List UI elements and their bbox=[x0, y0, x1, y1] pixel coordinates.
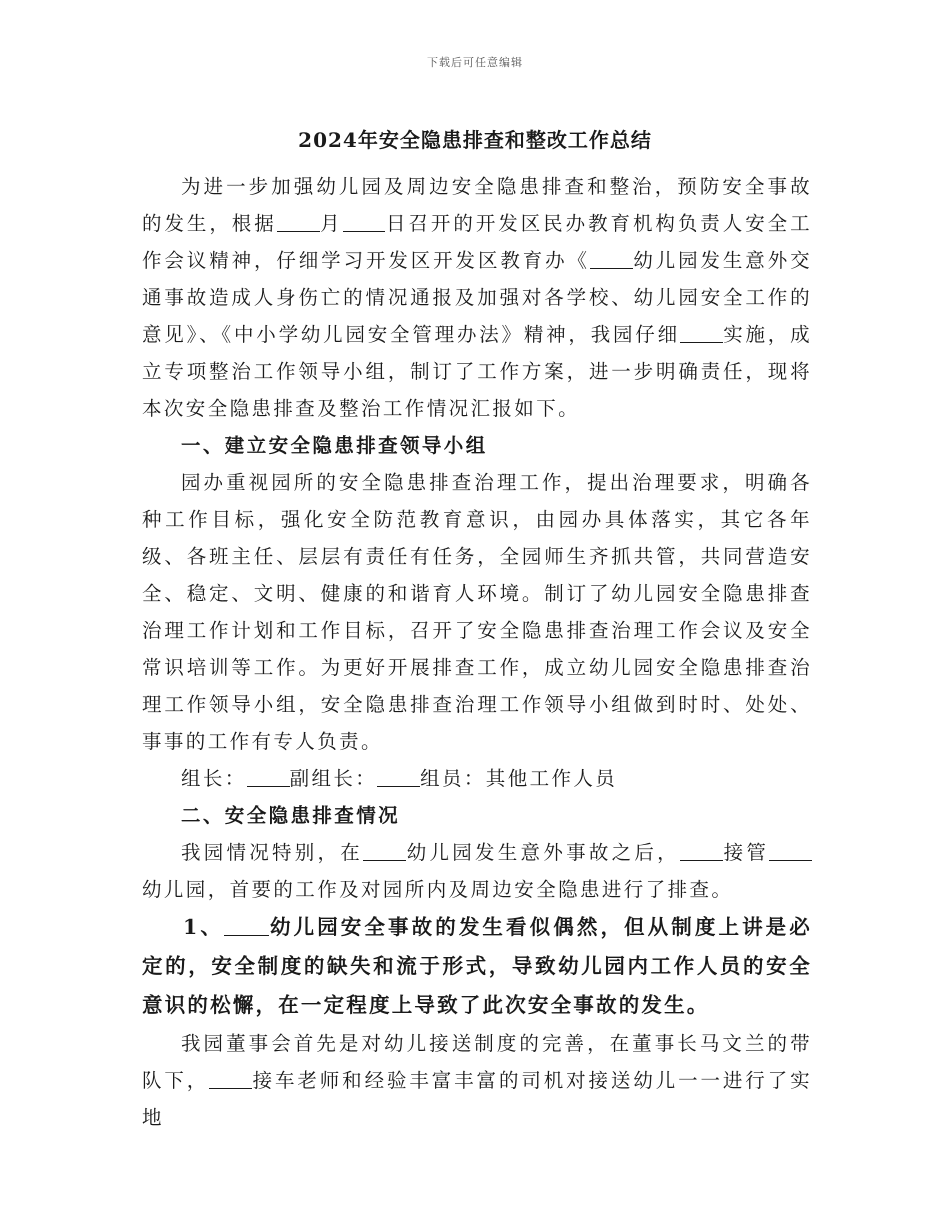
paragraph-text: 我园董事会首先是对幼儿接送制度的完善，在董事长马文兰的带队下， bbox=[142, 1032, 812, 1092]
fill-in-blank bbox=[769, 841, 812, 862]
paragraph-text: 幼儿园发生意外事故之后， bbox=[405, 841, 680, 864]
paragraph-text: 1、 bbox=[183, 915, 224, 939]
paragraph-text: 日召开的开发区民办教育机构负责人安全工作会议精神，仔细学习开发区开发区教育办《 bbox=[142, 212, 812, 272]
fill-in-blank bbox=[680, 323, 723, 344]
paragraph-text: 我园情况特别，在 bbox=[181, 841, 364, 864]
paragraph bbox=[142, 834, 812, 908]
paragraph bbox=[142, 1025, 812, 1136]
fill-in-blank bbox=[209, 1069, 252, 1090]
paragraph-text: 园办重视园所的安全隐患排查治理工作，提出治理要求，明确各种工作目标，强化安全防范教育意识，由园办具体落实，其它各年级、各班主任、层层有责任有任务，全园师生齐抓共管，共同营造安全、稳定、文明、健康的和谐育人环境。制订了幼儿园安全隐患排查治理工作计划和工作目标，召开了安全隐患排查治理工作会议及安全常识培训等工作。为更好开展排查工作，成立幼儿园安全隐患排查治理工作领导小组，安全隐患排查治理工作领导小组做到时时、处处、事事的工作有专人负责。 bbox=[142, 471, 812, 753]
paragraph-text: 幼儿园，首要的工作及对园所内及周边安全隐患进行了排查。 bbox=[142, 878, 734, 901]
paragraph-text: 幼儿园发生意外交通事故造成人身伤亡的情况通报及加强对各学校、幼儿园安全工作的意见》、《中小学幼儿园安全管理办法》精神，我园仔细 bbox=[142, 249, 812, 346]
paragraph bbox=[142, 464, 812, 760]
document-body bbox=[142, 168, 812, 1136]
paragraph-text: 二、安全隐患排查情况 bbox=[181, 804, 401, 827]
section-heading bbox=[142, 427, 812, 464]
paragraph-text: 月 bbox=[319, 212, 343, 235]
fill-in-blank bbox=[247, 767, 290, 788]
paragraph-text: 组长： bbox=[181, 767, 247, 790]
fill-in-blank bbox=[377, 767, 420, 788]
paragraph-text: 为进一步加强幼儿园及周边安全隐患排查和整治，预防安全事故的发生，根据 bbox=[142, 175, 812, 235]
document-title: 2024年安全隐患排查和整改工作总结 bbox=[298, 128, 652, 152]
section-heading bbox=[142, 797, 812, 834]
fill-in-blank bbox=[363, 841, 406, 862]
paragraph-text: 实施，成立专项整治工作领导小组，制订了工作方案，进一步明确责任，现将本次安全隐患排查及整治工作情况汇报如下。 bbox=[142, 323, 812, 420]
paragraph bbox=[142, 760, 812, 797]
paragraph bbox=[142, 908, 812, 1025]
paragraph-text: 接车老师和经验丰富丰富的司机对接送幼儿一一进行了实地 bbox=[142, 1069, 812, 1129]
fill-in-blank bbox=[224, 915, 269, 937]
paragraph-text: 接管 bbox=[722, 841, 770, 864]
fill-in-blank bbox=[343, 212, 386, 233]
paragraph bbox=[142, 168, 812, 427]
paragraph-text: 副组长： bbox=[289, 767, 378, 790]
paragraph-text: 幼儿园安全事故的发生看似偶然，但从制度上讲是必定的，安全制度的缺失和流于形式，导致幼儿园内工作人员的安全意识的松懈，在一定程度上导致了此次安全事故的发生。 bbox=[142, 915, 812, 1017]
fill-in-blank bbox=[680, 841, 723, 862]
fill-in-blank bbox=[277, 212, 320, 233]
fill-in-blank bbox=[590, 249, 633, 270]
paragraph-text: 组员：其他工作人员 bbox=[420, 767, 618, 790]
paragraph-text: 一、建立安全隐患排查领导小组 bbox=[181, 434, 488, 457]
header-note: 下载后可任意编辑 bbox=[427, 56, 523, 69]
